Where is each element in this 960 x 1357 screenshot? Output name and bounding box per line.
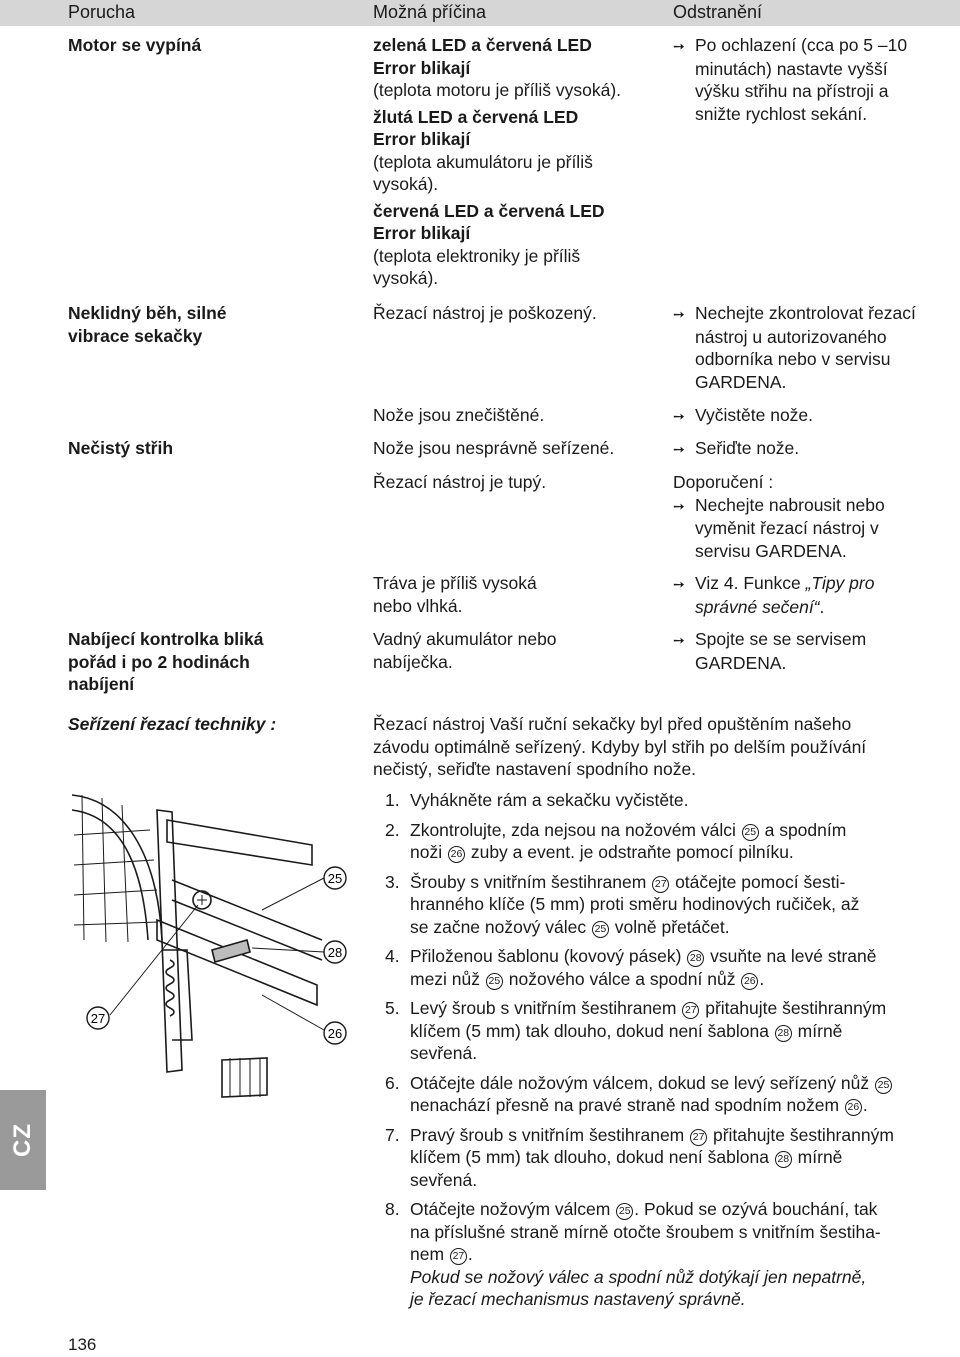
step-6 <box>385 1072 960 1117</box>
ref-27: 27 <box>690 1129 707 1146</box>
arrow-right-icon: ➙ <box>673 306 685 322</box>
cause-text: Vadný akumulátor nebo <box>373 629 557 649</box>
step-text: . <box>862 1095 868 1115</box>
cause-text: (teplota motoru je příliš vysoká). <box>373 80 622 100</box>
cause-misadjusted: Nože jsou nesprávně seřízené. <box>373 438 615 458</box>
remedy-grass <box>673 572 874 618</box>
step-text: Pravý šroub s vnitřním šestihranem <box>410 1124 690 1145</box>
table-header <box>0 0 960 26</box>
step-text: sevřená. <box>410 1169 478 1190</box>
step-text: klíčem (5 mm) tak dlouho, dokud není šablona <box>410 1020 774 1041</box>
section-title: Seřízení řezací techniky : <box>68 714 277 734</box>
cause-text: zelená LED a červená LED <box>373 35 592 55</box>
step-number: 5. <box>385 998 400 1018</box>
intro-text: Řezací nástroj Vaší ruční sekačky byl před opuštěním našeho <box>373 714 852 734</box>
header-remedy: Odstranění <box>673 2 763 22</box>
fault-text: Nabíjecí kontrolka bliká <box>68 629 264 649</box>
bottom-blade <box>157 920 317 1005</box>
remedy-charging <box>673 628 866 674</box>
step-1 <box>385 789 960 812</box>
step-text: Otáčejte nožovým válcem <box>410 1199 616 1219</box>
leader-27 <box>110 905 198 1015</box>
label-26: 26 <box>327 1026 343 1041</box>
remedy-text: Vyčistěte nože. <box>695 405 814 425</box>
fault-charging <box>68 628 263 696</box>
ref-27: 27 <box>652 876 669 893</box>
step-text: noži <box>410 842 447 862</box>
adjustment-figure <box>62 790 362 1125</box>
section-intro <box>373 713 866 781</box>
remedy-text: odborníka nebo v servisu <box>695 349 891 369</box>
leader-25 <box>262 878 324 910</box>
step-5 <box>385 997 960 1065</box>
arrow-right-icon: ➙ <box>673 38 685 54</box>
step-text: nem <box>410 1244 449 1264</box>
step-text: hranného klíče (5 mm) proti směru hodinových ručiček, až <box>410 894 860 914</box>
remedy-heading: Doporučení : <box>673 472 774 492</box>
cause-blunt: Řezací nástroj je tupý. <box>373 472 547 492</box>
remedy-dirty-blades <box>673 404 813 428</box>
remedy-text: vyměnit řezací nástroj v <box>695 518 879 538</box>
ref-26: 26 <box>845 1099 862 1116</box>
hex-screw-mark <box>197 895 207 905</box>
cause-text: nabíječka. <box>373 651 453 672</box>
cause-damaged-tool: Řezací nástroj je poškozený. <box>373 303 597 323</box>
page-number: 136 <box>68 1335 97 1354</box>
step-text: přitahujte šestihranným <box>700 998 887 1018</box>
fault-text: Neklidný běh, silné <box>68 303 227 323</box>
ref-27: 27 <box>450 1248 467 1265</box>
step-number: 1. <box>385 790 400 810</box>
step-number: 2. <box>385 819 400 840</box>
language-tab <box>0 1090 46 1190</box>
label-25: 25 <box>327 871 343 886</box>
step-text: a spodním <box>759 819 847 840</box>
step-text: Otáčejte dále nožovým válcem, dokud se levý seřízený nůž <box>410 1072 874 1093</box>
rear-roller-lines <box>230 1058 260 1097</box>
remedy-text: snižte rychlost sekání. <box>695 103 868 124</box>
remedy-misadjusted <box>673 437 799 461</box>
remedy-text: Seřiďte nože. <box>695 438 800 458</box>
remedy-blunt <box>673 471 885 562</box>
step-text: . <box>759 968 765 989</box>
arrow-right-icon: ➙ <box>673 441 685 457</box>
arrow-right-icon: ➙ <box>673 497 685 514</box>
arrow-right-icon: ➙ <box>673 408 685 424</box>
step-text: . <box>467 1244 473 1264</box>
wheel-outline <box>72 795 162 940</box>
intro-text: závodu optimálně seřízený. Kdyby byl střih po delším používání <box>373 736 867 757</box>
step-7 <box>385 1124 960 1192</box>
step-text: . Pokud se ozývá bouchání, tak <box>634 1199 878 1219</box>
step-text: mezi nůž <box>410 968 485 989</box>
cause-text: červená LED a červená LED <box>373 200 605 221</box>
step-text: mírně <box>792 1020 843 1041</box>
spring <box>166 960 174 1016</box>
cause-text: žlutá LED a červená LED <box>373 106 579 127</box>
remedy-damaged-tool <box>673 302 916 393</box>
ref-25: 25 <box>742 824 759 841</box>
remedy-text: minutách) nastavte vyšší <box>695 58 888 79</box>
fault-motor: Motor se vypíná <box>68 35 202 55</box>
step-text: zuby a event. je odstraňte pomocí pilníku. <box>465 842 794 862</box>
remedy-text: . <box>819 596 825 617</box>
step-text: sevřená. <box>410 1043 478 1063</box>
step-text: Šrouby s vnitřním šestihranem <box>410 871 652 892</box>
step-text: se začne nožový válec <box>410 916 591 937</box>
ref-25: 25 <box>616 1203 633 1220</box>
step-text: vsuňte na levé straně <box>705 946 877 966</box>
ref-25: 25 <box>486 973 503 990</box>
leader-26 <box>262 995 324 1030</box>
remedy-text: Viz 4. Funkce <box>695 573 806 593</box>
remedy-text: Spojte se se servisem <box>695 629 867 649</box>
step-4 <box>385 945 960 990</box>
cause-grass <box>373 572 537 617</box>
step-text: Levý šroub s vnitřním šestihranem <box>410 998 682 1018</box>
fault-text: nabíjení <box>68 674 135 694</box>
language-tab-label: CZ <box>8 1123 36 1157</box>
fault-vibration <box>68 302 227 347</box>
header-fault: Porucha <box>68 2 136 22</box>
ref-26: 26 <box>741 973 758 990</box>
step-number: 3. <box>385 871 400 892</box>
step-number: 7. <box>385 1124 400 1145</box>
step-text: Zkontrolujte, zda nejsou na nožovém válci <box>410 819 741 840</box>
remedy-text: správné sečení“ <box>695 596 820 617</box>
leader-28 <box>252 948 324 952</box>
step-text: nenachází přesně na pravé straně nad spodním nožem <box>410 1095 844 1115</box>
header-cause: Možná příčina <box>373 2 487 22</box>
cause-text: nebo vlhká. <box>373 595 463 616</box>
cause-charging <box>373 628 557 673</box>
step-text: volně přetáčet. <box>609 916 730 937</box>
gauge-strip <box>212 940 250 962</box>
remedy-text: Nechejte nabrousit nebo <box>695 494 885 515</box>
wheel-grooves-v <box>82 795 128 942</box>
ref-28: 28 <box>775 1151 792 1168</box>
arrow-right-icon: ➙ <box>673 576 685 592</box>
remedy-text: „Tipy pro <box>805 573 875 593</box>
step-2 <box>385 819 960 864</box>
step-number: 8. <box>385 1199 400 1219</box>
step-number: 6. <box>385 1072 400 1093</box>
remedy-text: servisu GARDENA. <box>695 540 847 561</box>
ref-26: 26 <box>448 846 465 863</box>
cause-text: vysoká). <box>373 174 439 194</box>
fault-unclean-cut: Nečistý střih <box>68 438 174 458</box>
fault-text: vibrace sekačky <box>68 325 203 346</box>
reel-cylinder <box>167 820 312 865</box>
cause-text: vysoká). <box>373 268 439 288</box>
fault-text: pořád i po 2 hodinách <box>68 651 250 672</box>
step-text: na příslušné straně mírně otočte šroubem s vnitřním šestiha- <box>410 1221 881 1242</box>
cause-text: Tráva je příliš vysoká <box>373 573 537 593</box>
remedy-text: GARDENA. <box>695 371 787 392</box>
ref-25: 25 <box>592 921 609 938</box>
step-text: mírně <box>792 1147 843 1167</box>
steps-list <box>385 789 960 1318</box>
step-text: nožového válce a spodní nůž <box>503 968 741 989</box>
ref-28: 28 <box>687 950 704 967</box>
cause-text: Error blikají <box>373 129 471 149</box>
intro-text: nečistý, seřiďte nastavení spodního nože. <box>373 759 697 779</box>
remedy-motor <box>673 34 907 125</box>
remedy-text: Po ochlazení (cca po 5 –10 <box>695 35 908 55</box>
ref-28: 28 <box>775 1025 792 1042</box>
step-8 <box>385 1198 960 1311</box>
cause-text: Error blikají <box>373 223 471 243</box>
cause-dirty-blades: Nože jsou znečištěné. <box>373 405 545 425</box>
remedy-text: výšku střihu na přístroji a <box>695 81 889 101</box>
cause-text: Error blikají <box>373 57 471 78</box>
step-note: Pokud se nožový válec a spodní nůž dotýkají jen nepatrně, <box>410 1266 867 1287</box>
step-text: Přiloženou šablonu (kovový pásek) <box>410 946 687 966</box>
step-text: přitahujte šestihranným <box>708 1124 894 1145</box>
ref-25: 25 <box>875 1077 892 1094</box>
step-note: je řezací mechanismus nastavený správně. <box>410 1289 746 1309</box>
step-number: 4. <box>385 946 400 966</box>
remedy-text: Nechejte zkontrolovat řezací <box>695 303 916 323</box>
label-28: 28 <box>327 945 343 960</box>
frame-bracket <box>162 950 192 1040</box>
cause-text: (teplota elektroniky je příliš <box>373 245 581 266</box>
cause-text: (teplota akumulátoru je příliš <box>373 151 593 172</box>
label-27: 27 <box>90 1011 106 1026</box>
ref-27: 27 <box>682 1002 699 1019</box>
remedy-text: GARDENA. <box>695 652 787 673</box>
step-3 <box>385 871 960 939</box>
step-text: Vyhákněte rám a sekačku vyčistěte. <box>410 790 689 810</box>
cause-motor <box>373 34 621 290</box>
remedy-text: nástroj u autorizovaného <box>695 326 887 347</box>
step-text: otáčejte pomocí šesti- <box>670 871 846 892</box>
arrow-right-icon: ➙ <box>673 632 685 648</box>
step-text: klíčem (5 mm) tak dlouho, dokud není šablona <box>410 1147 774 1167</box>
